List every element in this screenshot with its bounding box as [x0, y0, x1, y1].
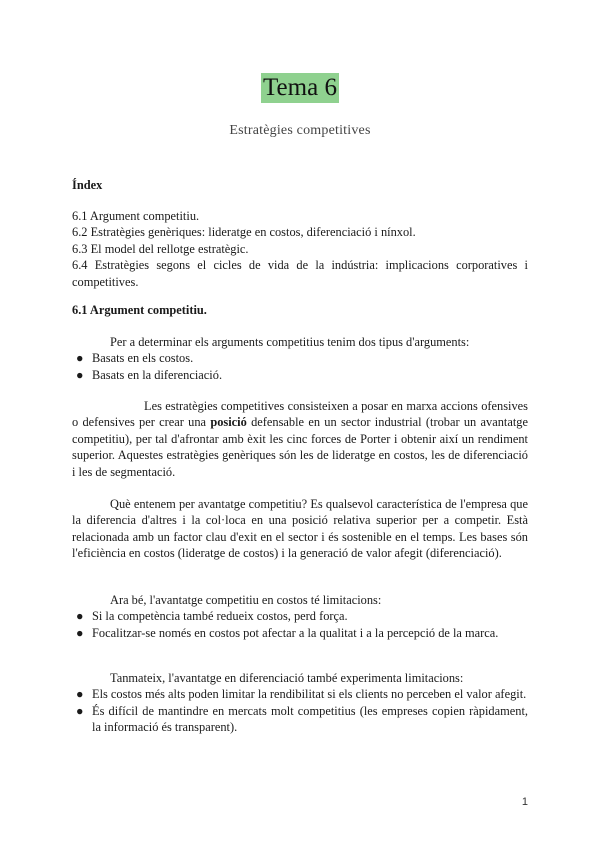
list-item [72, 703, 528, 736]
bullet-icon: ● [76, 351, 84, 366]
title-wrap [0, 73, 600, 103]
bullet-icon: ● [76, 625, 84, 640]
diff-limits-intro: Tanmateix, l'avantatge en diferenciació també experimenta limitacions: [110, 671, 464, 685]
paragraph-text: Les estratègies competitives consisteixen a posar en marxa accions ofensives o defensives per crear una [72, 399, 528, 430]
bullet-icon: ● [76, 687, 84, 702]
paragraph-advantage: Què entenem per avantatge competitiu? Es qualsevol característica de l'empresa que la diferencia d'altres i la col·loca en una posició relativa superior per a competir. Està relacionada amb un factor clau d'exit en el sector i és sostenible en el temps. Les bases són l'eficiència en costos (lideratge de costos) i la generació de valor afegit (diferenciació). [72, 497, 528, 561]
diff-limits-block [72, 670, 528, 736]
list-item-text: Basats en els costos. [92, 351, 194, 366]
page-title: Tema 6 [263, 74, 337, 101]
bullet-icon: ● [76, 367, 84, 382]
index-item: 6.3 El model del rellotge estratègic. [72, 241, 249, 256]
cost-limits-intro: Ara bé, l'avantatge competitiu en costos té limitacions: [110, 593, 382, 607]
index-item: 6.2 Estratègies genèriques: lideratge en costos, diferenciació i nínxol. [72, 225, 416, 240]
list-item-text: Focalitzar-se només en costos pot afectar a la qualitat i a la percepció de la marca. [92, 625, 499, 640]
bullet-icon: ● [76, 609, 84, 624]
bold-term: posició [210, 415, 247, 430]
list-item-text: Basats en la diferenciació. [92, 367, 223, 382]
index-heading [72, 177, 528, 193]
list-item [72, 608, 528, 624]
list-item-text: Si la competència també redueix costos, perd força. [92, 609, 348, 624]
diff-bullet-list [72, 686, 528, 735]
index-heading-text: Índex [72, 178, 103, 192]
list-item [72, 686, 528, 702]
list-item-text: És difícil de mantindre en mercats molt competitius (les empreses copien ràpidament, la informació és transparent). [92, 703, 528, 735]
list-item [72, 367, 528, 383]
paragraph-text: defensable en un sector industrial (trobar un avantatge competitiu), per tal d'afrontar amb èxit les cinc forces de Porter i obtenir així un rendiment superior. Aquestes estratègies genèriques són les de lideratge en costos, les de diferenciació i les de segmentació. [72, 415, 528, 479]
bullet-icon: ● [76, 703, 84, 718]
page-number: 1 [521, 796, 528, 808]
list-item-text: Els costos més alts poden limitar la rendibilitat si els clients no perceben el valor afegit. [92, 687, 527, 702]
intro-paragraph: Per a determinar els arguments competitius tenim dos tipus d'arguments: [110, 335, 470, 349]
index-item: 6.1 Argument competitiu. [72, 209, 200, 223]
list-item [72, 350, 528, 366]
index-list [72, 208, 528, 290]
section-heading-text: 6.1 Argument competitiu. [72, 303, 207, 317]
intro-block [72, 334, 528, 383]
intro-bullet-list [72, 350, 528, 383]
paragraph-strategies [72, 398, 528, 480]
cost-bullet-list [72, 608, 528, 641]
page-subtitle: Estratègies competitives [229, 123, 371, 138]
cost-limits-block [72, 592, 528, 641]
index-item: 6.4 Estratègies segons el cicles de vida de la indústria: implicacions corporatives i competitives. [72, 258, 528, 289]
section-heading [72, 302, 528, 318]
list-item [72, 625, 528, 641]
